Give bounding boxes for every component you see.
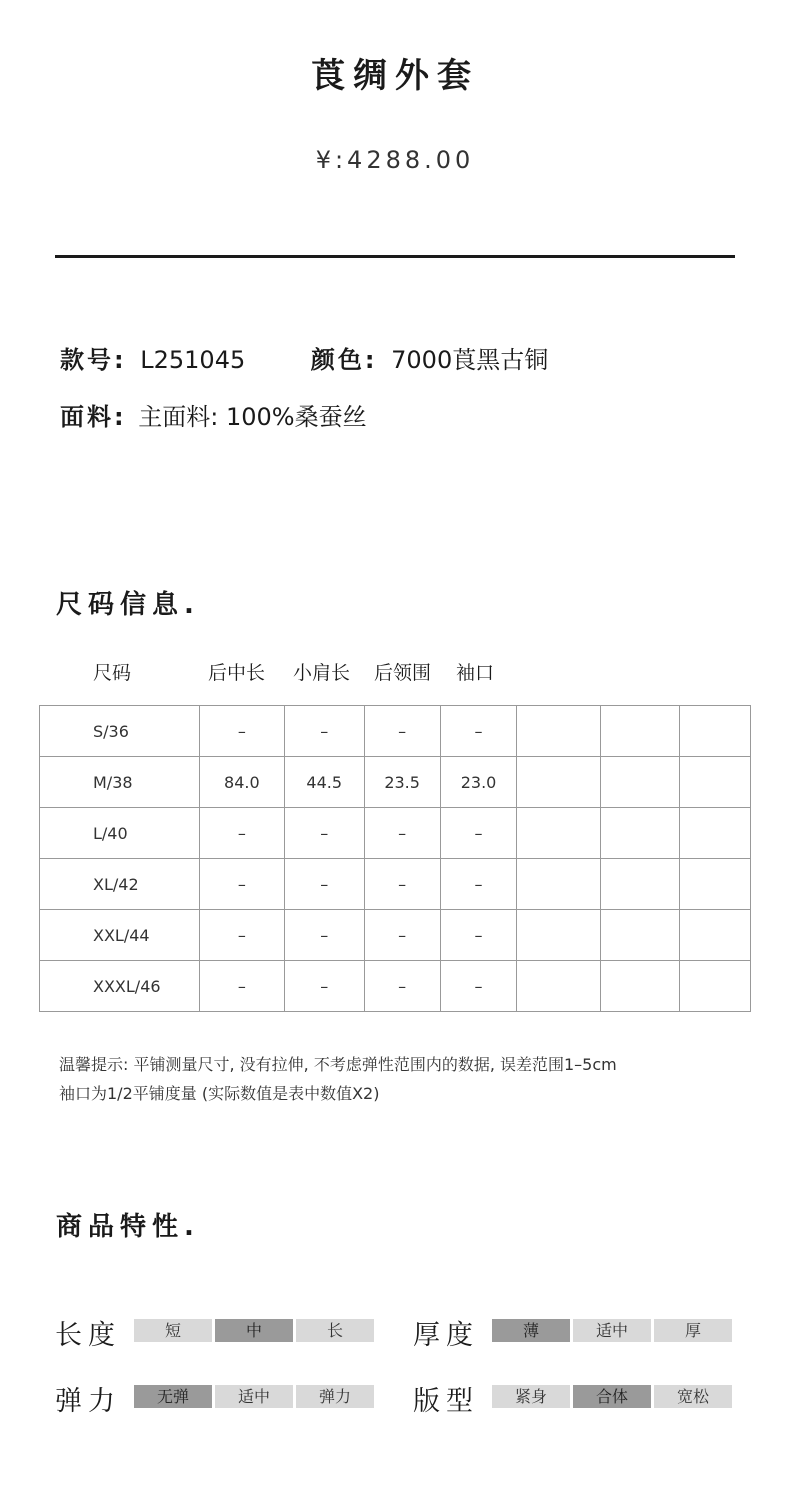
size-note-line1: 温馨提示: 平铺测量尺寸, 没有拉伸, 不考虑弹性范围内的数据, 误差范围1–5cm (59, 1055, 617, 1074)
elasticity-option: 弹力 (296, 1385, 374, 1408)
elasticity-option: 无弹 (134, 1385, 212, 1408)
style-label: 款号: (60, 346, 127, 374)
header-back-length: 后中长 (208, 662, 266, 684)
measure-cell: – (364, 706, 440, 757)
thickness-label: 厚度 (413, 1320, 479, 1351)
measure-cell (601, 706, 680, 757)
measure-cell: – (440, 808, 517, 859)
measure-cell: – (284, 961, 364, 1012)
elasticity-label: 弹力 (55, 1386, 121, 1417)
measure-cell: – (440, 706, 517, 757)
size-cell: XXXL/46 (40, 961, 200, 1012)
measure-cell: 23.5 (364, 757, 440, 808)
length-option: 中 (215, 1319, 293, 1342)
fit-label: 版型 (413, 1386, 479, 1417)
measure-cell: – (364, 859, 440, 910)
product-title: 莨绸外套 (311, 56, 479, 96)
measure-cell: – (199, 706, 284, 757)
measure-cell: – (284, 859, 364, 910)
features-section-title: 商品特性. (56, 1212, 200, 1242)
measure-cell (517, 910, 601, 961)
size-section-title: 尺码信息. (56, 590, 200, 620)
measure-cell: – (199, 961, 284, 1012)
table-row (40, 910, 751, 961)
size-note-line2: 袖口为1/2平铺度量 (实际数值是表中数值X2) (59, 1084, 380, 1103)
size-cell: XXL/44 (40, 910, 200, 961)
thickness-option: 适中 (573, 1319, 651, 1342)
size-cell: XL/42 (40, 859, 200, 910)
measure-cell: – (199, 859, 284, 910)
fit-option: 宽松 (654, 1385, 732, 1408)
measure-cell (680, 961, 751, 1012)
measure-cell: – (364, 910, 440, 961)
measure-cell: – (440, 859, 517, 910)
header-cuff: 袖口 (456, 662, 495, 684)
measure-cell: – (199, 808, 284, 859)
measure-cell (680, 757, 751, 808)
measure-cell: – (364, 961, 440, 1012)
measure-cell: – (284, 910, 364, 961)
measure-cell (601, 859, 680, 910)
size-cell: L/40 (40, 808, 200, 859)
length-option: 长 (296, 1319, 374, 1342)
color-value: 7000莨黑古铜 (391, 346, 549, 374)
fit-option: 合体 (573, 1385, 651, 1408)
length-label: 长度 (55, 1320, 121, 1351)
fabric-label: 面料: (60, 403, 127, 431)
thickness-option: 厚 (654, 1319, 732, 1342)
elasticity-scale (134, 1385, 374, 1408)
measure-cell (680, 706, 751, 757)
header-collar: 后领围 (374, 662, 432, 684)
header-size: 尺码 (93, 662, 132, 684)
measure-cell: – (440, 961, 517, 1012)
measure-cell: – (364, 808, 440, 859)
measure-cell (601, 757, 680, 808)
table-row (40, 859, 751, 910)
size-cell: S/36 (40, 706, 200, 757)
measure-cell (601, 808, 680, 859)
measure-cell: – (440, 910, 517, 961)
measure-cell: – (284, 706, 364, 757)
measure-cell: 23.0 (440, 757, 517, 808)
measure-cell (680, 859, 751, 910)
fit-scale (492, 1385, 732, 1408)
measure-cell (517, 706, 601, 757)
measure-cell: – (284, 808, 364, 859)
header-shoulder: 小肩长 (293, 662, 351, 684)
color-label: 颜色: (310, 346, 378, 374)
measure-cell: 84.0 (199, 757, 284, 808)
measure-cell (517, 757, 601, 808)
product-price: ¥:4288.00 (315, 146, 475, 174)
size-table (39, 705, 751, 1012)
style-value: L251045 (140, 346, 246, 374)
fit-option: 紧身 (492, 1385, 570, 1408)
measure-cell (517, 808, 601, 859)
measure-cell (601, 910, 680, 961)
table-row (40, 706, 751, 757)
style-color-row (60, 340, 548, 375)
table-row (40, 961, 751, 1012)
fabric-row (60, 397, 367, 432)
elasticity-option: 适中 (215, 1385, 293, 1408)
measure-cell: 44.5 (284, 757, 364, 808)
measure-cell (601, 961, 680, 1012)
size-cell: M/38 (40, 757, 200, 808)
measure-cell: – (199, 910, 284, 961)
thickness-option: 薄 (492, 1319, 570, 1342)
fabric-value: 主面料: 100%桑蚕丝 (138, 403, 367, 431)
measure-cell (517, 859, 601, 910)
table-row (40, 808, 751, 859)
measure-cell (680, 808, 751, 859)
thickness-scale (492, 1319, 732, 1342)
length-scale (134, 1319, 374, 1342)
table-row (40, 757, 751, 808)
measure-cell (680, 910, 751, 961)
measure-cell (517, 961, 601, 1012)
length-option: 短 (134, 1319, 212, 1342)
divider (55, 255, 735, 258)
